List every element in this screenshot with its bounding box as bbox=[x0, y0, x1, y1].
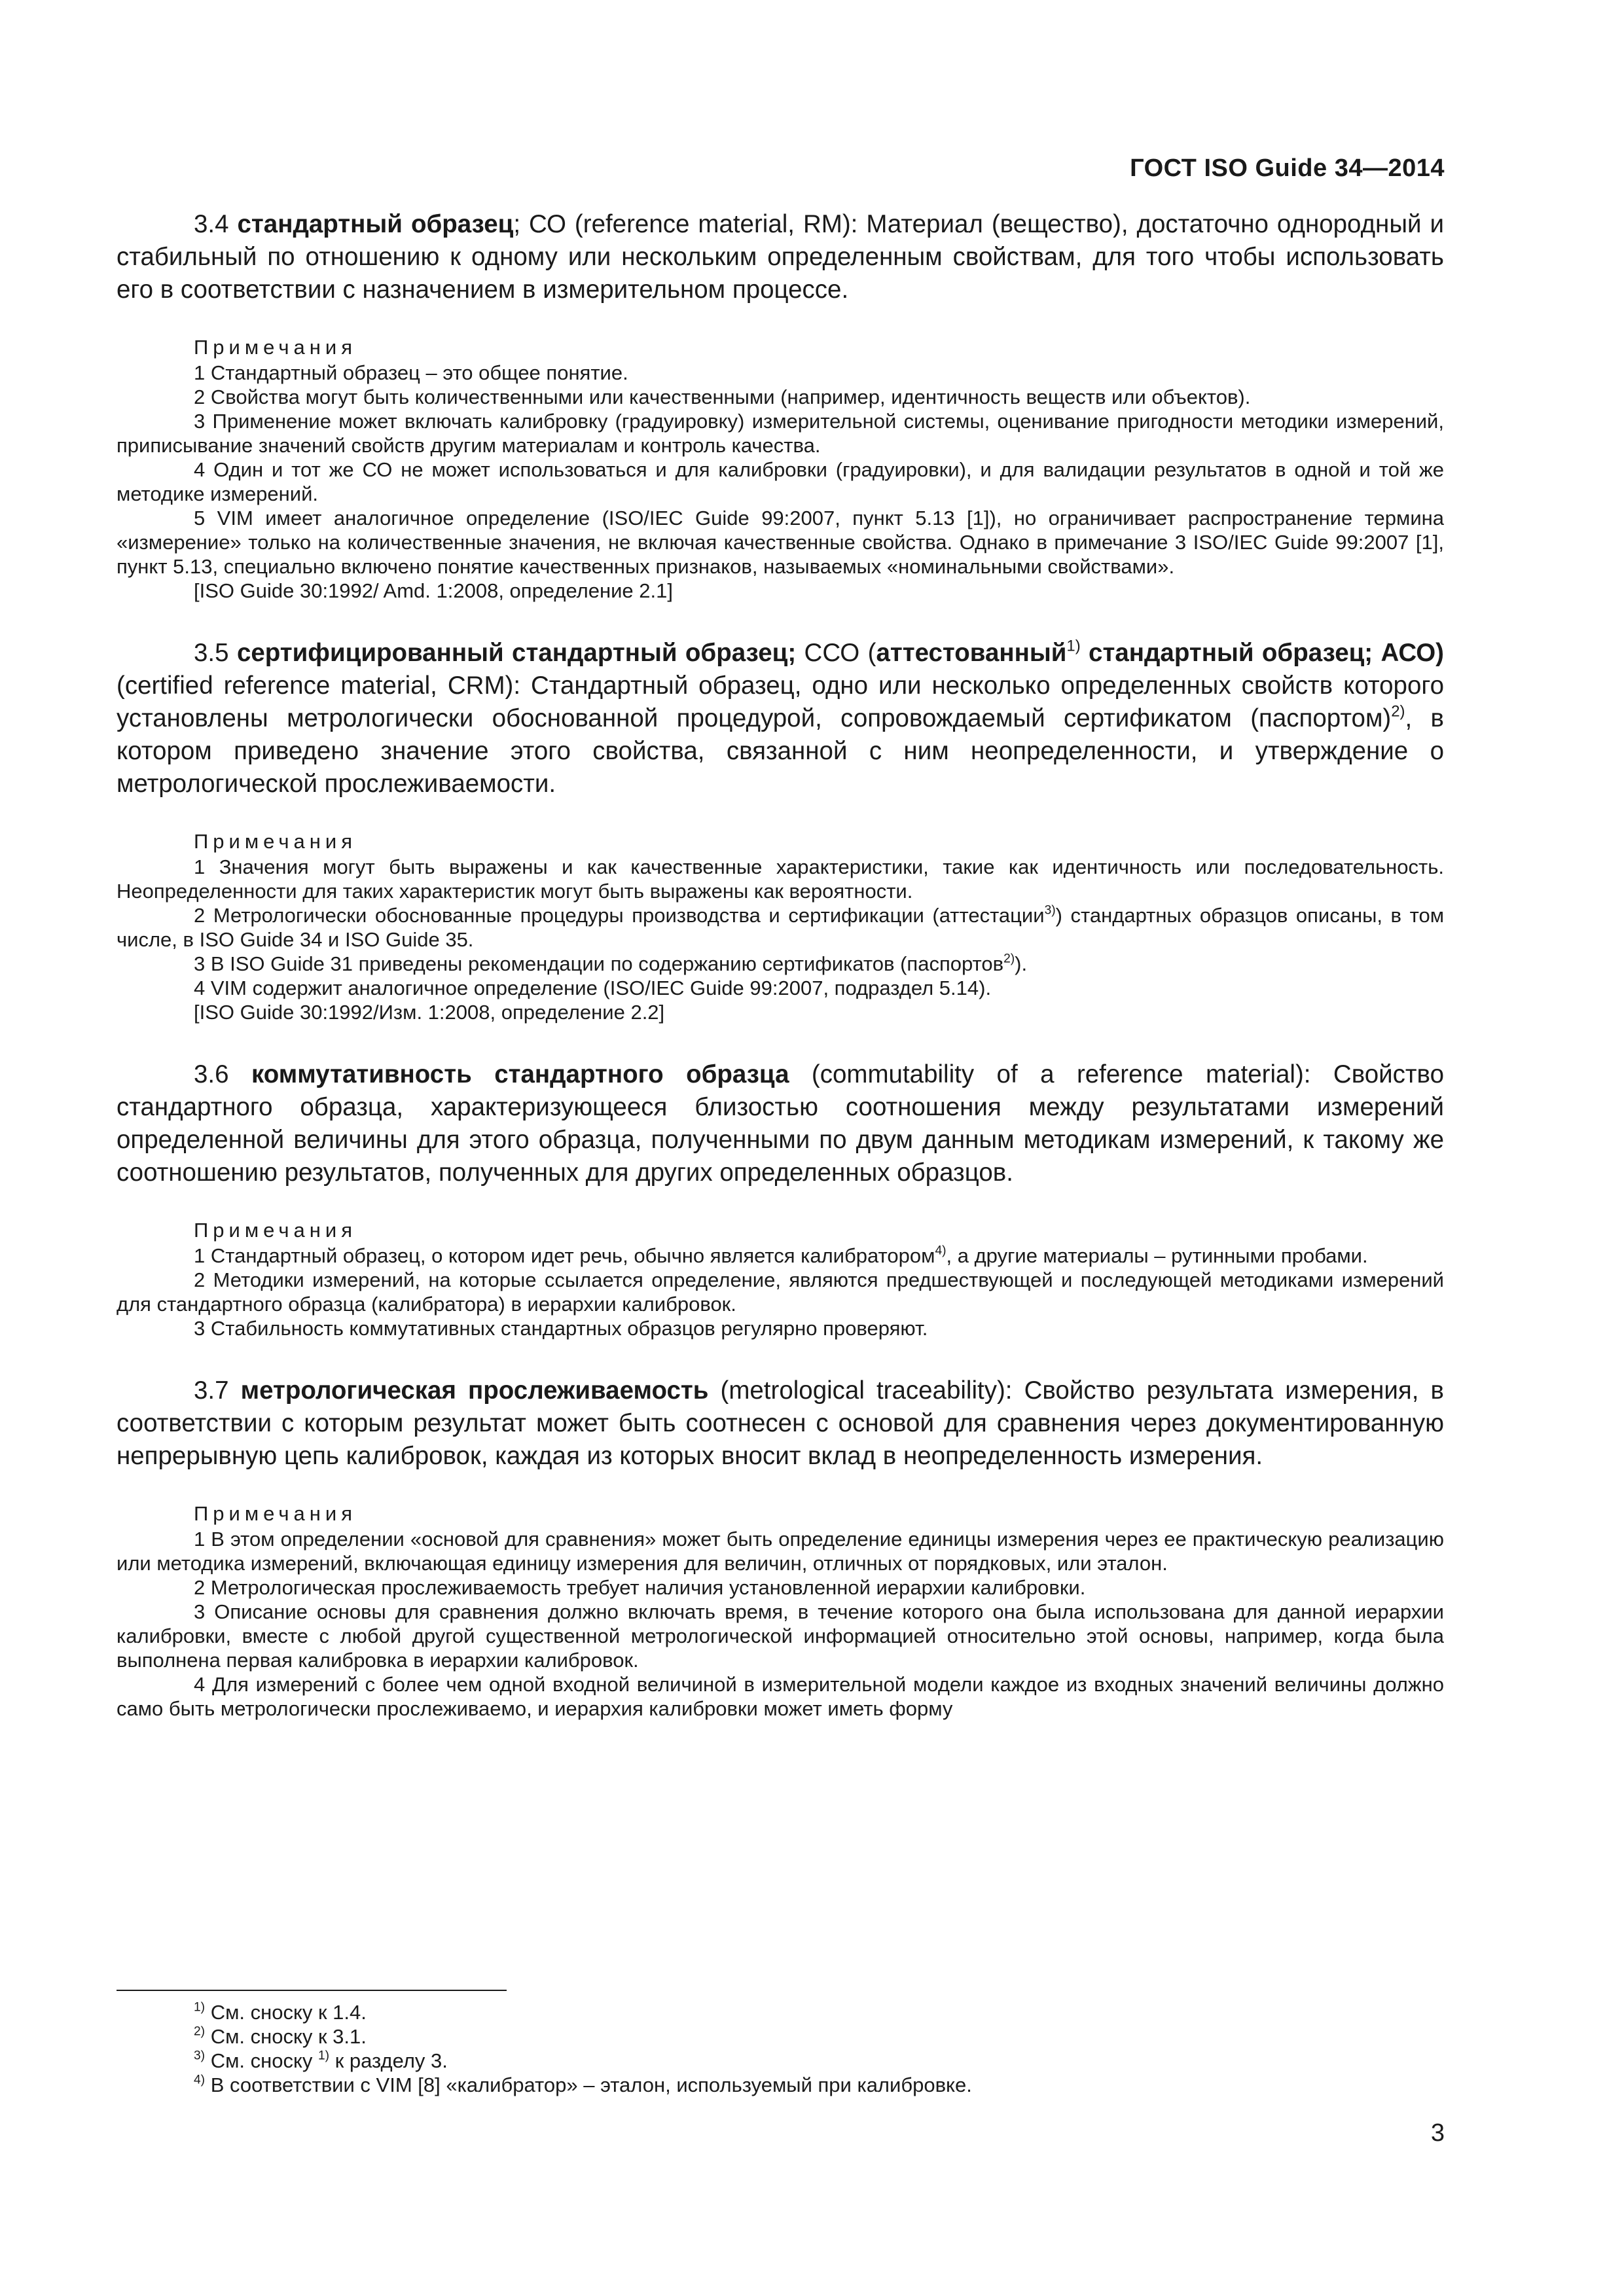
definition-paragraph bbox=[117, 208, 1444, 306]
footnote-item bbox=[117, 2024, 1444, 2049]
footnote-ref: 4) bbox=[935, 1244, 947, 1258]
notes-heading: Примечания bbox=[194, 1219, 357, 1242]
notes-heading: Примечания bbox=[194, 1502, 357, 1525]
note-item: 1 В этом определении «основой для сравнения» может быть определение единицы измерения через ее практическую реализацию или методика измерений, включающая единицу измерения для величин, отличных от порядковых, или эталон. bbox=[117, 1528, 1444, 1575]
term-paren: ) bbox=[1435, 639, 1444, 667]
note-item: 3 Применение может включать калибровку (градуировку) измерительной системы, оценивание пригодности методики измерений, приписывание значений свойств другим материалам и контроль качества. bbox=[117, 410, 1444, 457]
notes-block bbox=[117, 335, 1444, 603]
notes-block bbox=[117, 1218, 1444, 1340]
term-name: стандартный образец bbox=[237, 210, 514, 238]
clause-number: 3.5 bbox=[194, 639, 229, 667]
footnote-text: См. сноску к 1.4. bbox=[205, 2001, 367, 2024]
footnote-text: к разделу 3. bbox=[329, 2049, 448, 2072]
clause-number: 3.7 bbox=[194, 1376, 229, 1405]
note-item: 3 Стабильность коммутативных стандартных образцов регулярно проверяют. bbox=[194, 1317, 928, 1340]
note-text: ) стандартных образцов описаны, в том числе, в ISO Guide 34 и ISO Guide 35. bbox=[117, 904, 1445, 951]
footnote-text: См. сноску к 3.1. bbox=[205, 2025, 367, 2048]
footnote-text: См. сноску bbox=[205, 2049, 318, 2072]
definition-text: (metrological traceability): Свойство результата измерения, в соответствии с которым результат может быть соотнесен с основой для сравнения через документированную непрерывную цепь калибровок, каждая из которых вносит вклад в неопределенность измерения. bbox=[117, 1376, 1445, 1470]
note-item: 2 Методики измерений, на которые ссылается определение, являются предшествующей и последующей методиками измерений для стандартного образца (калибратора) в иерархии калибровок. bbox=[117, 1268, 1444, 1316]
section-3-4 bbox=[117, 208, 1444, 603]
note-text: , а другие материалы – рутинными пробами. bbox=[946, 1244, 1368, 1267]
note-item: 4 VIM содержит аналогичное определение (ISO/IEC Guide 99:2007, подраздел 5.14). bbox=[194, 977, 992, 999]
note-item: 4 Для измерений с более чем одной входной величиной в измерительной модели каждое из входных значений величины должно само быть метрологически прослеживаемо, и иерархия калибровки может иметь форму bbox=[117, 1673, 1444, 1720]
note-item: 2 Метрологическая прослеживаемость требует наличия установленной иерархии калибровки. bbox=[194, 1576, 1086, 1599]
definition-text: (commutability of a reference material): Свойство стандартного образца, характеризующееся близостью соотношения между результатами измерений определенной величины для этого образца, полученными по двум данным методикам измерений, к такому же соотношению результатов, полученных для других определенных образцов. bbox=[117, 1060, 1444, 1187]
notes-heading: Примечания bbox=[194, 336, 357, 359]
footnote-mark: 3) bbox=[194, 2049, 206, 2063]
footnote-item bbox=[117, 2073, 1444, 2097]
footnote-text: В соответствии с VIM [8] «калибратор» – эталон, используемый при калибровке. bbox=[205, 2073, 972, 2096]
clause-number: 3.6 bbox=[194, 1060, 229, 1088]
definition-text: (certified reference material, CRM): Стандартный образец, одно или несколько определенных свойств которого установлены метрологически обоснованной процедурой, сопровождаемый сертификатом (паспортом) bbox=[117, 672, 1444, 732]
section-3-7 bbox=[117, 1374, 1444, 1721]
term-name: метрологическая прослеживаемость bbox=[240, 1376, 709, 1405]
note-item: 1 Стандартный образец – это общее понятие. bbox=[194, 361, 628, 384]
footnote-mark: 2) bbox=[194, 2024, 206, 2039]
document-header: ГОСТ ISO Guide 34—2014 bbox=[1130, 154, 1445, 182]
term-abbreviation: ССО ( bbox=[796, 639, 876, 667]
note-text: 1 Стандартный образец, о котором идет речь, обычно является калибратором bbox=[194, 1244, 935, 1267]
note-item: 1 Значения могут быть выражены и как качественные характеристики, такие как идентичность или последовательность. Неопределенности для таких характеристик могут быть выражены как вероятности. bbox=[117, 855, 1444, 903]
page-number: 3 bbox=[1430, 2119, 1445, 2147]
footnote-mark: 1) bbox=[318, 2049, 330, 2063]
note-text: 3 В ISO Guide 31 приведены рекомендации по содержанию сертификатов (паспортов bbox=[194, 952, 1004, 975]
note-text: ). bbox=[1015, 952, 1028, 975]
note-item: 2 Свойства могут быть количественными или качественными (например, идентичность веществ или объектов). bbox=[194, 386, 1251, 408]
footnote-item bbox=[117, 2000, 1444, 2024]
clause-number: 3.4 bbox=[194, 210, 229, 238]
note-item bbox=[117, 952, 1444, 976]
definition-text-end: , в котором приведено значение этого свойства, связанной с ним неопределенности, и утверждение о метрологической прослеживаемости. bbox=[117, 704, 1444, 798]
footnote-mark: 4) bbox=[194, 2073, 206, 2087]
notes-heading: Примечания bbox=[194, 830, 357, 853]
term-alternative: аттестованный bbox=[876, 639, 1067, 667]
definition-paragraph bbox=[117, 1374, 1444, 1473]
notes-block bbox=[117, 829, 1444, 1024]
definition-paragraph bbox=[117, 1058, 1444, 1189]
section-3-6 bbox=[117, 1058, 1444, 1340]
footnote-item bbox=[117, 2049, 1444, 2073]
note-item bbox=[117, 1244, 1444, 1268]
term-alternative-rest: стандартный образец; АСО bbox=[1080, 639, 1436, 667]
document-body bbox=[117, 208, 1444, 1755]
definition-text: ; СО (reference material, RM): Материал (вещество), достаточно однородный и стабильный по отношению к одному или нескольким определенным свойствам, для того чтобы использовать его в соответствии с назначением в измерительном процессе. bbox=[117, 210, 1444, 304]
footnote-ref: 2) bbox=[1391, 702, 1405, 721]
source-reference: [ISO Guide 30:1992/Изм. 1:2008, определение 2.2] bbox=[194, 1001, 665, 1024]
footnote-separator bbox=[117, 1990, 507, 1991]
definition-paragraph bbox=[117, 637, 1444, 800]
note-item bbox=[117, 903, 1444, 952]
term-name: коммутативность стандартного образца bbox=[251, 1060, 789, 1088]
footnote-ref: 3) bbox=[1044, 903, 1056, 918]
notes-block bbox=[117, 1501, 1444, 1721]
footnote-ref: 2) bbox=[1003, 952, 1015, 966]
footnote-mark: 1) bbox=[194, 2000, 206, 2015]
note-text: 2 Метрологически обоснованные процедуры производства и сертификации (аттестации bbox=[194, 904, 1045, 927]
footnote-ref: 1) bbox=[1066, 637, 1081, 655]
note-item: 3 Описание основы для сравнения должно включать время, в течение которого она была использована для данной иерархии калибровки, вместе с любой другой существенной метрологической информацией относительно этой основы, например, когда была выполнена первая калибровка в иерархии калибровок. bbox=[117, 1600, 1444, 1672]
note-item: 4 Один и тот же СО не может использоваться и для калибровки (градуировки), и для валидации результатов в одной и той же методике измерений. bbox=[117, 458, 1444, 505]
footnotes bbox=[117, 1981, 1444, 2097]
term-name: сертифицированный стандартный образец; bbox=[236, 639, 797, 667]
source-reference: [ISO Guide 30:1992/ Amd. 1:2008, определение 2.1] bbox=[194, 579, 673, 602]
note-item: 5 VIM имеет аналогичное определение (ISO/IEC Guide 99:2007, пункт 5.13 [1]), но ограничивает распространение термина «измерение» только на количественные значения, не включая качественные свойства. Однако в примечание 3 ISO/IEC Guide 99:2007 [1], пункт 5.13, специально включено понятие качественных признаков, называемых «номинальными свойствами». bbox=[117, 507, 1444, 578]
section-3-5 bbox=[117, 637, 1444, 1024]
